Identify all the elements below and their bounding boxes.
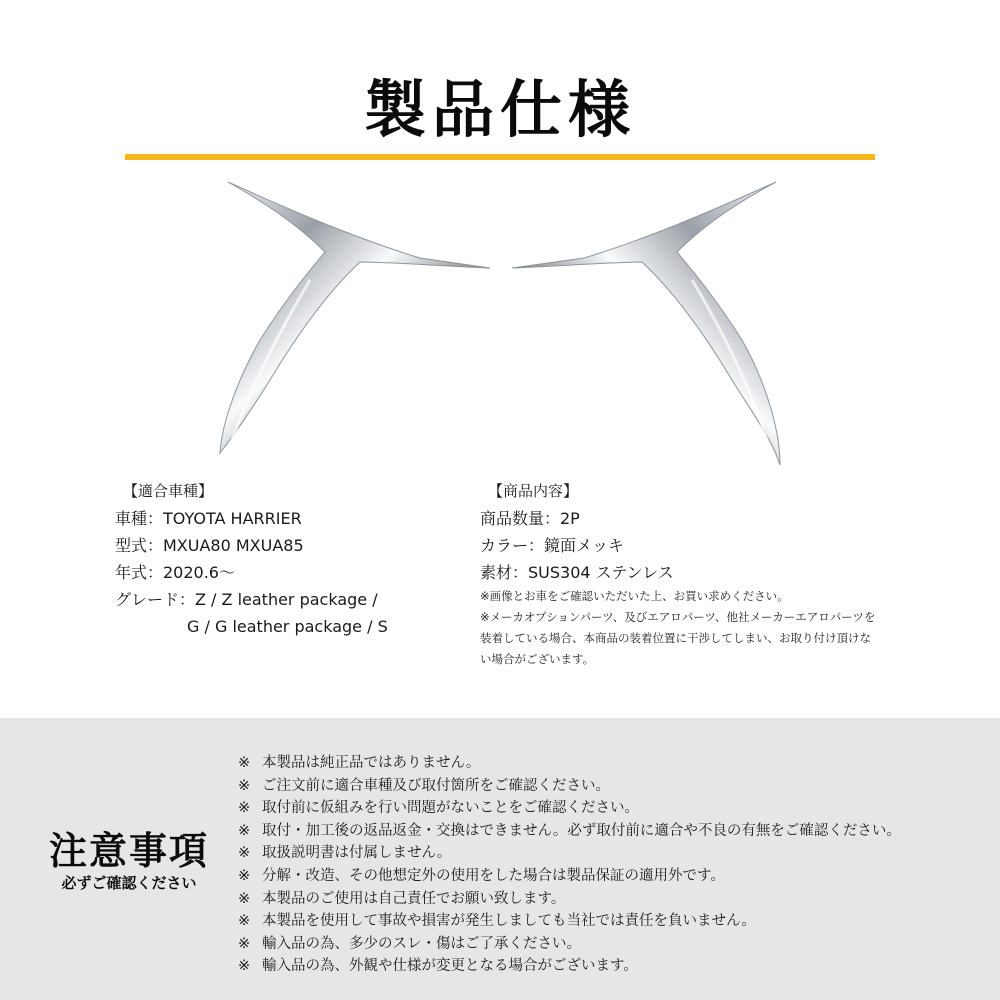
caution-item <box>238 888 978 911</box>
fitment-row-grade: グレード：Z / Z leather package / <box>115 590 378 609</box>
caution-subtitle: 必ずご確認ください <box>61 874 197 892</box>
contents-row-quantity: 商品数量：2P <box>480 509 580 528</box>
caution-text: 輸入品の為、外観や仕様が変更となる場合がございます。 <box>262 958 638 975</box>
note-mark: ※ <box>238 755 251 771</box>
caution-text: 取扱説明書は付属しません。 <box>262 845 452 862</box>
fitment-row-model: 車種：TOYOTA HARRIER <box>115 509 302 528</box>
caution-item <box>238 752 978 775</box>
note-mark: ※ <box>238 935 251 952</box>
caution-item <box>238 865 978 888</box>
caution-text: 本製品のご使用は自己責任でお願い致します。 <box>262 890 566 907</box>
contents-note: い場合がございます。 <box>480 652 595 666</box>
fitment-row-grade-continued: G / G leather package / S <box>187 617 388 636</box>
caution-item <box>238 955 978 978</box>
caution-text: 取付前に仮組みを行い問題がないことをご確認ください。 <box>262 800 639 817</box>
caution-text: 本製品は純正品ではありません。 <box>262 755 481 771</box>
caution-list <box>238 752 978 978</box>
contents-heading: 【商品内容】 <box>488 482 579 500</box>
note-mark: ※ <box>238 822 251 839</box>
garnish-left-icon <box>220 182 490 453</box>
note-mark: ※ <box>238 800 251 817</box>
note-mark: ※ <box>238 845 251 862</box>
title-underline <box>125 154 875 160</box>
note-mark: ※ <box>238 890 251 907</box>
fitment-row-type: 型式：MXUA80 MXUA85 <box>115 536 304 555</box>
page-title: 製品仕様 <box>363 73 636 146</box>
contents-row-material: 素材：SUS304 ステンレス <box>480 563 674 582</box>
contents-note: ※メーカオプションパーツ、及びエアロパーツ、他社メーカーエアロパーツを <box>480 610 876 624</box>
product-photo <box>200 170 800 480</box>
fitment-heading: 【適合車種】 <box>123 482 214 500</box>
contents-note: 装着している場合、本商品の装着位置に干渉してしまい、お取り付け頂けな <box>480 631 871 645</box>
note-mark: ※ <box>238 913 251 930</box>
fitment-section <box>115 478 475 640</box>
caution-item <box>238 910 978 933</box>
caution-item <box>238 933 978 956</box>
caution-item <box>238 842 978 865</box>
note-mark: ※ <box>238 867 251 884</box>
contents-note: ※画像とお車をご確認いただいた上、お買い求めください。 <box>480 589 789 603</box>
caution-text: 輸入品の為、多少のスレ・傷はご了承ください。 <box>262 935 581 952</box>
caution-item <box>238 820 978 843</box>
caution-item <box>238 797 978 820</box>
note-mark: ※ <box>238 777 251 794</box>
fitment-row-year: 年式：2020.6～ <box>115 563 235 582</box>
contents-section <box>480 478 940 670</box>
caution-title: 注意事項 <box>48 829 209 873</box>
caution-item <box>238 775 978 798</box>
caution-text: ご注文前に適合車種及び取付箇所をご確認ください。 <box>262 777 610 794</box>
caution-text: 本製品を使用して事故や損害が発生しましても当社では責任を負いません。 <box>262 913 756 930</box>
contents-row-color: カラー：鏡面メッキ <box>480 536 625 555</box>
caution-text: 取付・加工後の返品返金・交換はできません。必ず取付前に適合や不良の有無をご確認ください。 <box>262 822 901 839</box>
garnish-right-icon <box>512 182 780 465</box>
note-mark: ※ <box>238 958 251 975</box>
caution-text: 分解・改造、その他想定外の使用をした場合は製品保証の適用外です。 <box>262 867 725 884</box>
